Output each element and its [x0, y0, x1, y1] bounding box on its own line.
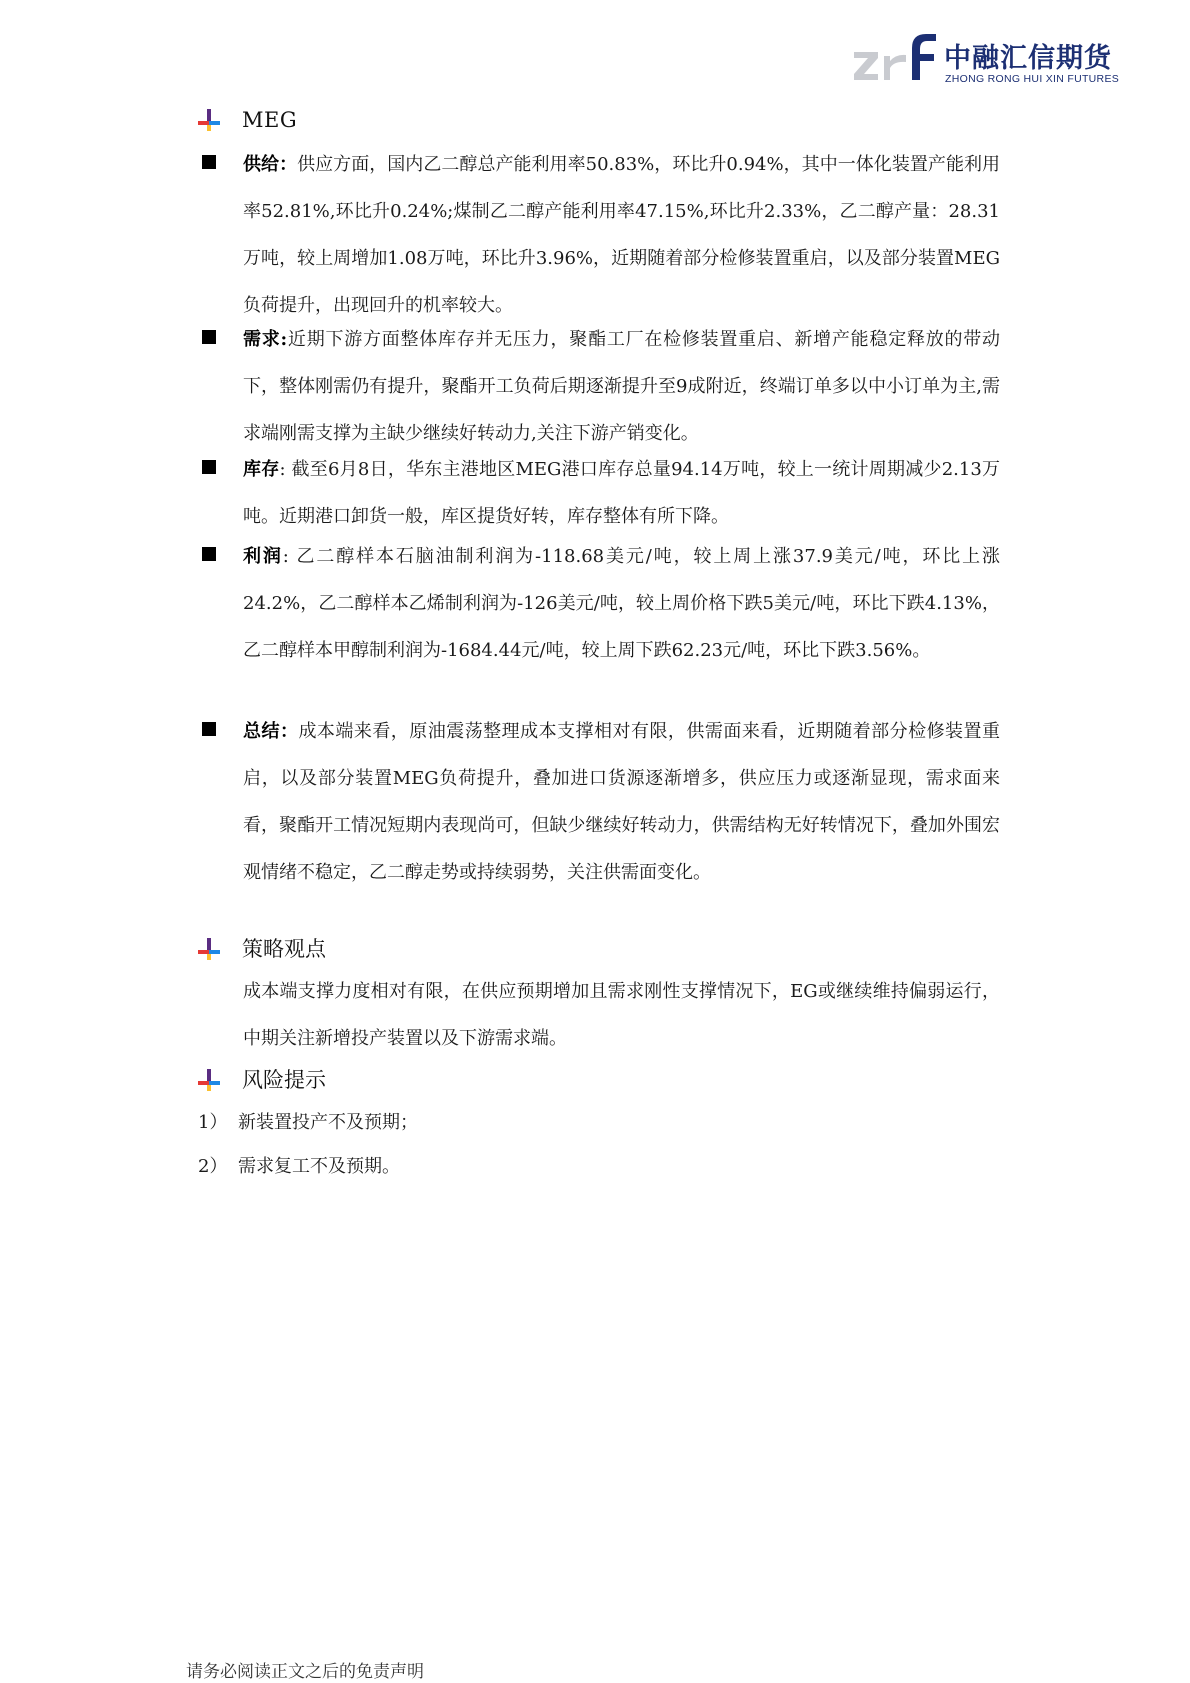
square-bullet-icon — [202, 155, 216, 169]
meg-item-summary — [198, 708, 1001, 896]
item-text: 供应方面，国内乙二醇总产能利用率50.83%，环比升0.94%，其中一体化装置产能利用率52.81%,环比升0.24%;煤制乙二醇产能利用率47.15%,环比升2.33%，乙二醇产量：28.31万吨，较上周增加1.08万吨，环比升3.96%，近期随着部分检修装置重启，以及部分装置MEG负荷提升，出现回升的机率较大。 — [243, 154, 1001, 316]
item-label: 供给： — [243, 154, 298, 175]
risk-item-2 — [198, 1143, 400, 1190]
item-text: : 乙二醇样本石脑油制利润为-118.68美元/吨，较上周上涨37.9美元/吨，环比上涨24.2%，乙二醇样本乙烯制利润为-126美元/吨，较上周价格下跌5美元/吨，环比下跌4.13%，乙二醇样本甲醇制利润为-1684.44元/吨，较上周下跌62.23元/吨，环比下跌3.56%。 — [243, 546, 1001, 661]
meg-item-demand — [198, 316, 998, 457]
risk-item-number: 1） — [198, 1112, 228, 1133]
square-bullet-icon — [202, 330, 216, 344]
item-label: 库存 — [243, 459, 280, 480]
square-bullet-icon — [202, 547, 216, 561]
section-title: 策略观点 — [242, 937, 326, 961]
item-text: : 截至6月8日，华东主港地区MEG港口库存总量94.14万吨，较上一统计周期减少2.13万吨。近期港口卸货一般，库区提货好转，库存整体有所下降。 — [243, 459, 1001, 527]
item-text: 成本端来看，原油震荡整理成本支撑相对有限，供需面来看，近期随着部分检修装置重启，以及部分装置MEG负荷提升，叠加进口货源逐渐增多，供应压力或逐渐显现，需求面来看，聚酯开工情况短期内表现尚可，但缺少继续好转动力，供需结构无好转情况下，叠加外围宏观情绪不稳定，乙二醇走势或持续弱势，关注供需面变化。 — [243, 721, 1001, 883]
item-text: 近期下游方面整体库存并无压力，聚酯工厂在检修装置重启、新增产能稳定释放的带动下，整体刚需仍有提升，聚酯开工负荷后期逐渐提升至9成附近，终端订单多以中小订单为主,需求端刚需支撑为主缺少继续好转动力,关注下游产销变化。 — [243, 329, 1000, 444]
meg-item-inventory — [198, 446, 1001, 540]
company-logo — [850, 28, 1120, 90]
section-title: 风险提示 — [242, 1068, 326, 1092]
logo-english-name: ZHONG RONG HUI XIN FUTURES — [945, 73, 1120, 85]
footer-disclaimer: 请务必阅读正文之后的免责声明 — [186, 1662, 424, 1682]
logo-chinese-name: 中融汇信期货 — [944, 43, 1112, 74]
square-bullet-icon — [202, 722, 216, 736]
strategy-text: 成本端支撑力度相对有限，在供应预期增加且需求刚性支撑情况下，EG或继续维持偏弱运行，中期关注新增投产装置以及下游需求端。 — [243, 981, 1000, 1049]
section-marker-icon — [198, 1069, 220, 1091]
square-bullet-icon — [202, 460, 216, 474]
section-marker-icon — [198, 938, 220, 960]
item-label: 需求: — [243, 329, 288, 350]
item-label: 总结： — [243, 721, 299, 742]
meg-item-profit — [198, 533, 1001, 674]
risk-item-text: 新装置投产不及预期； — [238, 1112, 418, 1133]
zrf-logo-icon — [850, 28, 940, 88]
section-marker-icon — [198, 109, 220, 131]
risk-item-1 — [198, 1099, 418, 1146]
section-title: MEG — [242, 108, 298, 132]
item-label: 利润 — [243, 546, 283, 567]
risk-item-text: 需求复工不及预期。 — [238, 1156, 400, 1177]
risk-item-number: 2） — [198, 1156, 228, 1177]
meg-item-supply — [198, 141, 1001, 329]
